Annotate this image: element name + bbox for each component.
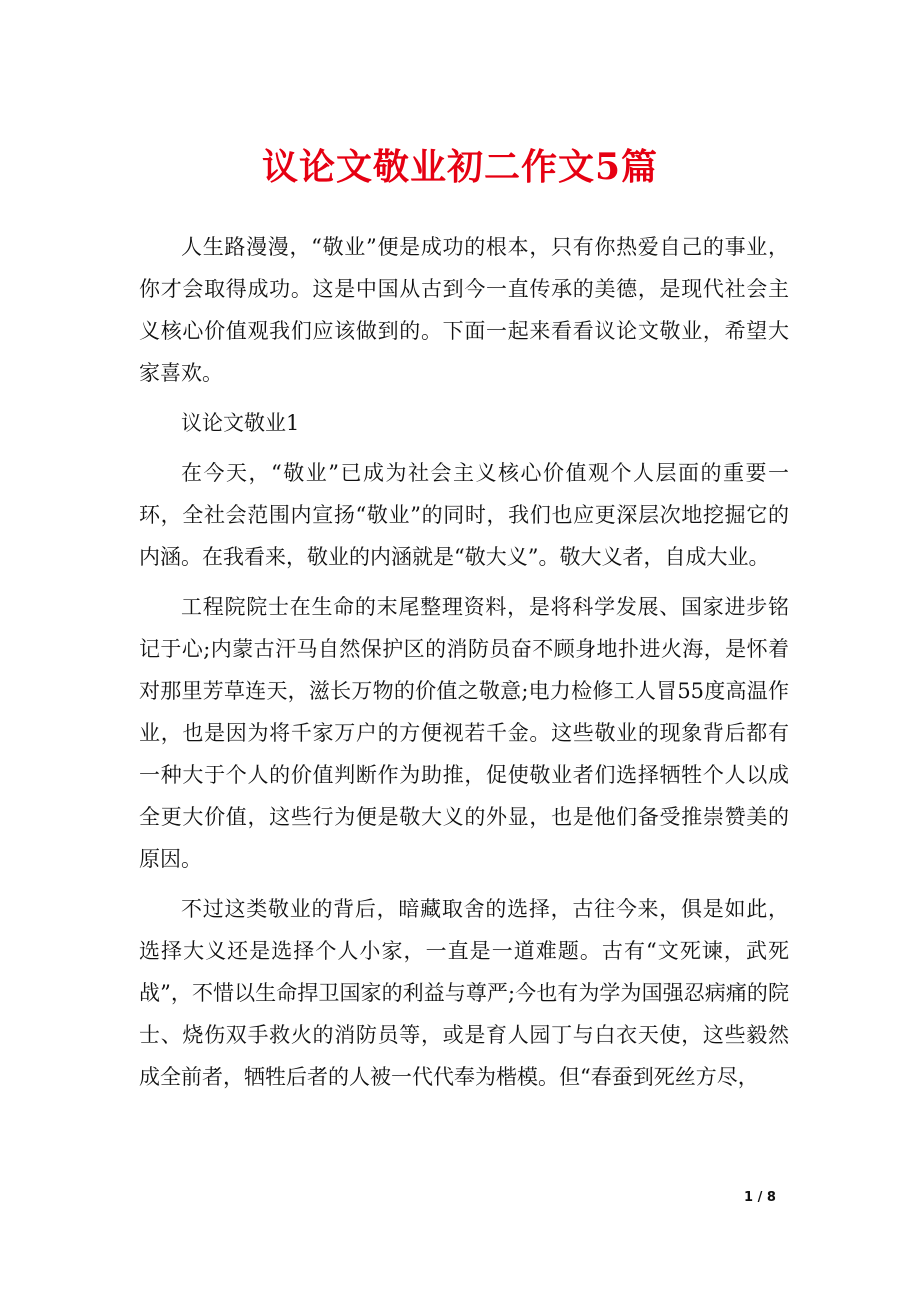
paragraph-2: 工程院院士在生命的末尾整理资料，是将科学发展、国家进步铭记于心;内蒙古汗马自然保护区的消防员奋不顾身地扑进火海，是怀着对那里芳草连天，滋长万物的价值之敬意;电力检修工人冒55度高温作业，也是因为将千家万户的方便视若千金。这些敬业的现象背后都有一种大于个人的价值判断作为助推，促使敬业者们选择牺牲个人以成全更大价值，这些行为便是敬大义的外显，也是他们备受推崇赞美的原因。 xyxy=(139,595,789,871)
paragraph-3: 不过这类敬业的背后，暗藏取舍的选择，古往今来，俱是如此，选择大义还是选择个人小家，一直是一道难题。古有“文死谏，武死战”，不惜以生命捍卫国家的利益与尊严;今也有为学为国强忍病痛的院士、烧伤双手救火的消防员等，或是育人园丁与白衣天使，这些毅然成全前者，牺牲后者的人被一代代奉为楷模。但“春蚕到死丝方尽， xyxy=(139,897,789,1089)
section-heading-1: 议论文敬业1 xyxy=(181,411,300,435)
page-number: 1 / 8 xyxy=(744,1190,776,1205)
paragraph-1: 在今天，“敬业”已成为社会主义核心价值观个人层面的重要一环，全社会范围内宣扬“敬业”的同时，我们也应更深层次地挖掘它的内涵。在我看来，敬业的内涵就是“敬大义”。敬大义者，自成大业。 xyxy=(139,461,789,569)
document-body xyxy=(139,226,789,1106)
document-title: 议论文敬业初二作文5篇 xyxy=(261,146,659,188)
paragraph-intro: 人生路漫漫，“敬业”便是成功的根本，只有你热爱自己的事业，你才会取得成功。这是中国从古到今一直传承的美德，是现代社会主义核心价值观我们应该做到的。下面一起来看看议论文敬业，希望大家喜欢。 xyxy=(139,235,789,385)
